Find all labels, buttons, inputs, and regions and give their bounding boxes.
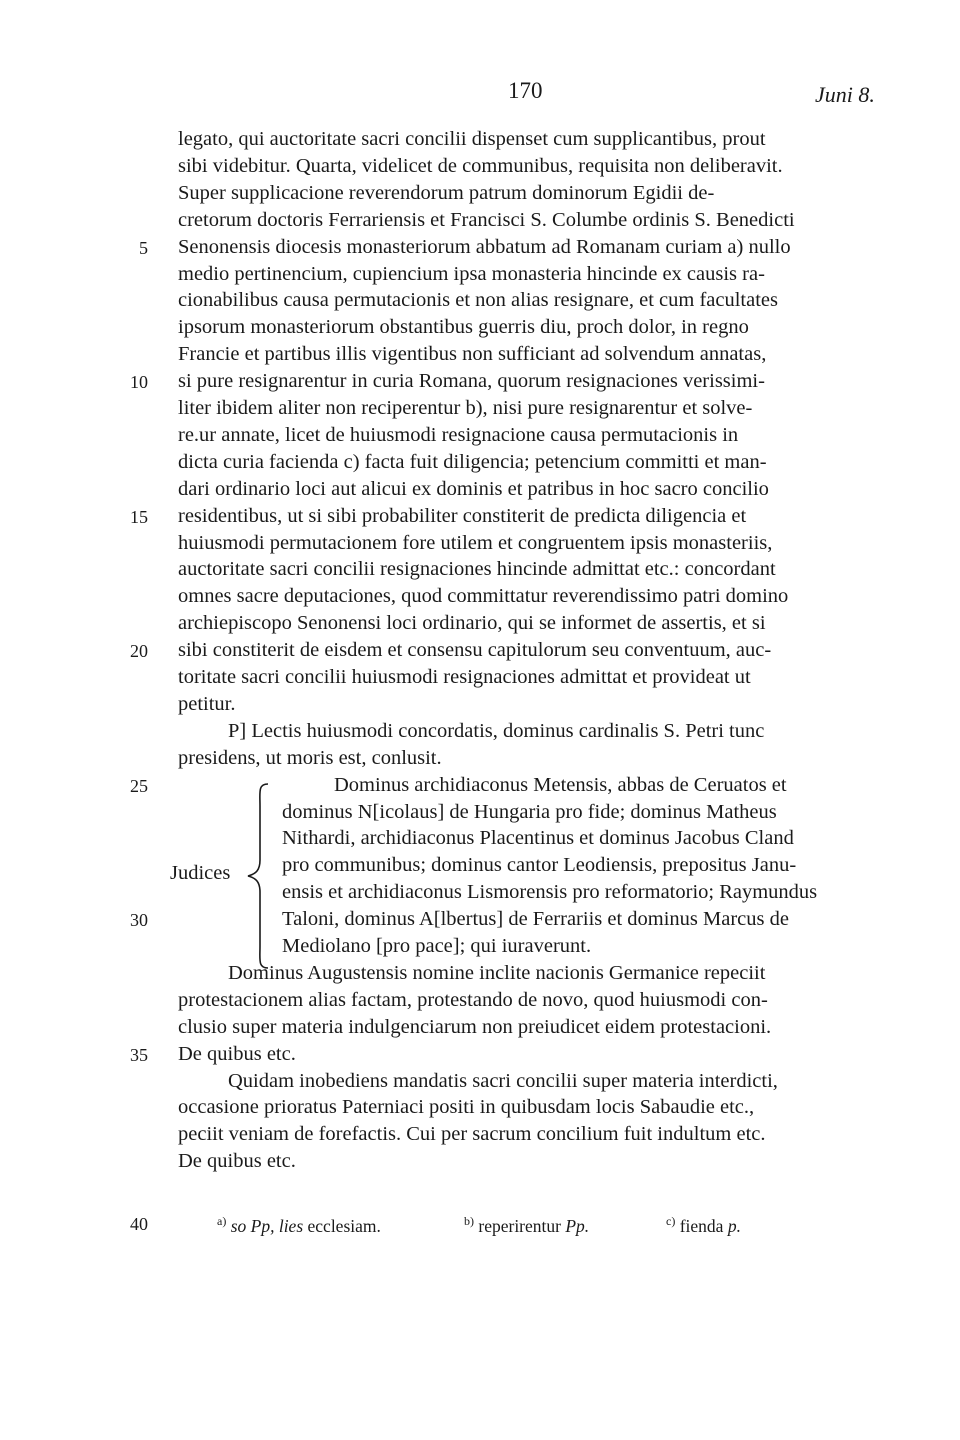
line-number: 35 <box>130 1044 148 1065</box>
footnote-text: reperirentur <box>478 1215 561 1236</box>
line-text: P] Lectis huiusmodi concordatis, dominus cardinalis S. Petri tunc <box>228 719 765 742</box>
line-text: cionabilibus causa permutacionis et non alias resignare, et cum facultates <box>178 289 778 312</box>
text-line <box>0 827 960 854</box>
footnote-text: fienda <box>679 1215 724 1236</box>
footnote-mark: a) <box>217 1214 227 1228</box>
line-text: occasione prioratus Paterniaci positi in quibusdam locis Sabaudie etc., <box>178 1096 755 1119</box>
footnote-c <box>666 1214 741 1237</box>
text-line <box>0 585 960 612</box>
line-text: presidens, ut moris est, conlusit. <box>178 746 442 769</box>
text-line <box>0 693 960 720</box>
text-line <box>0 505 960 532</box>
page-number: 170 <box>508 78 543 103</box>
line-text: auctoritate sacri concilii resignaciones hincinde admittat etc.: concordant <box>178 558 776 581</box>
curly-brace <box>244 782 274 970</box>
line-text: sibi videbitur. Quarta, videlicet de communibus, requisita non deliberavit. <box>178 154 783 177</box>
text-line <box>0 1016 960 1043</box>
judices-label: Judices <box>170 862 231 884</box>
text-line <box>0 451 960 478</box>
line-text: archiepiscopo Senonensi loci ordinario, qui se informet de assertis, et si <box>178 612 766 635</box>
line-number: 5 <box>139 237 148 258</box>
footnotes <box>0 1212 960 1242</box>
line-text: ipsorum monasteriorum obstantibus guerris diu, proch dolor, in regno <box>178 316 749 339</box>
line-number: 40 <box>130 1214 148 1234</box>
line-text: Senonensis diocesis monasteriorum abbatum ad Romanam curiam a) nullo <box>178 235 791 258</box>
line-text: pro communibus; dominus cantor Leodiensis, prepositus Janu- <box>282 854 797 877</box>
line-text: ensis et archidiaconus Lismorensis pro reformatorio; Raymundus <box>282 881 818 904</box>
line-text: re.ur annate, licet de huiusmodi resignacione causa permutacionis in <box>178 423 739 446</box>
line-number: 15 <box>130 506 148 527</box>
text-line <box>0 316 960 343</box>
footnote-text: p. <box>727 1215 741 1236</box>
text-line <box>0 881 960 908</box>
running-head: Juni 8. <box>815 82 875 107</box>
line-text: medio pertinencium, cupiencium ipsa monasteria hincinde ex causis ra- <box>178 262 765 285</box>
text-line <box>0 532 960 559</box>
line-text: dominus N[icolaus] de Hungaria pro fide; dominus Matheus <box>282 800 777 823</box>
text-line <box>0 666 960 693</box>
line-text: Taloni, dominus A[lbertus] de Ferrariis et dominus Marcus de <box>282 908 789 931</box>
text-line <box>0 1070 960 1097</box>
line-text: liter ibidem aliter non reciperentur b), nisi pure resignarentur et solve- <box>178 397 753 419</box>
line-text: residentibus, ut si sibi probabiliter constiterit de predicta diligencia et <box>178 504 747 527</box>
line-text: legato, qui auctoritate sacri concilii dispenset cum supplicantibus, prout <box>178 128 766 150</box>
text-line <box>0 1096 960 1123</box>
text-line <box>0 720 960 747</box>
text-line <box>0 370 960 397</box>
text-line <box>0 908 960 935</box>
line-text: Mediolano [pro pace]; qui iuraverunt. <box>282 935 592 957</box>
line-text: dari ordinario loci aut alicui ex dominis et patribus in hoc sacro concilio <box>178 477 769 500</box>
line-text: Quidam inobediens mandatis sacri concilii super materia interdicti, <box>228 1069 778 1092</box>
text-line <box>0 424 960 451</box>
text-line <box>0 801 960 828</box>
footnote-a <box>217 1214 381 1237</box>
line-text: protestacionem alias factam, protestando de novo, quod huiusmodi con- <box>178 988 768 1011</box>
line-text: Francie et partibus illis vigentibus non sufficiant ad solvendum annatas, <box>178 343 767 366</box>
line-text: clusio super materia indulgenciarum non preiudicet eidem protestacioni. <box>178 1015 772 1038</box>
text-line <box>0 1123 960 1150</box>
text-line <box>0 263 960 290</box>
footnote-text: Pp. <box>565 1215 590 1236</box>
line-text: Super supplicacione reverendorum patrum dominorum Egidii de- <box>178 181 715 204</box>
line-text: toritate sacri concilii huiusmodi resignaciones admittat et provideat ut <box>178 666 751 688</box>
line-number: 20 <box>130 641 148 662</box>
text-line <box>0 612 960 639</box>
text-line <box>0 854 960 881</box>
line-text: Nithardi, archidiaconus Placentinus et dominus Jacobus Cland <box>282 827 794 850</box>
line-text: petitur. <box>178 692 236 715</box>
line-text: si pure resignarentur in curia Romana, quorum resignaciones verissimi- <box>178 370 765 393</box>
text-line <box>0 343 960 370</box>
text-line <box>0 209 960 236</box>
text-line <box>0 935 960 962</box>
text-line <box>0 747 960 774</box>
text-line <box>0 989 960 1016</box>
line-number: 25 <box>130 775 148 796</box>
line-text: Dominus Augustensis nomine inclite nacionis Germanice repeciit <box>228 961 766 984</box>
line-text: Dominus archidiaconus Metensis, abbas de Ceruatos et <box>334 773 787 796</box>
text-line <box>0 1150 960 1177</box>
page-header <box>0 78 960 112</box>
text-line <box>0 236 960 263</box>
line-text: cretorum doctoris Ferrariensis et Francisci S. Columbe ordinis S. Benedicti <box>178 208 795 231</box>
line-text: peciit veniam de forefactis. Cui per sacrum concilium fuit indultum etc. <box>178 1123 766 1146</box>
line-text: sibi constiterit de eisdem et consensu capitulorum seu conventuum, auc- <box>178 639 772 662</box>
text-line <box>0 155 960 182</box>
text-line <box>0 1043 960 1070</box>
line-text: huiusmodi permutacionem fore utilem et congruentem ipsis monasteriis, <box>178 531 773 554</box>
line-text: omnes sacre deputaciones, quod committatur reverendissimo patri domino <box>178 585 789 608</box>
text-line <box>0 639 960 666</box>
text-line <box>0 289 960 316</box>
footnote-mark: b) <box>464 1214 474 1228</box>
text-line <box>0 558 960 585</box>
footnote-text: so Pp, lies <box>230 1215 304 1236</box>
text-line <box>0 128 960 155</box>
text-line <box>0 478 960 505</box>
footnote-text: ecclesiam. <box>307 1215 381 1236</box>
footnote-b <box>464 1214 589 1237</box>
text-line <box>0 182 960 209</box>
line-text: De quibus etc. <box>178 1042 296 1065</box>
line-text: dicta curia facienda c) facta fuit diligencia; petencium committi et man- <box>178 450 767 473</box>
text-line <box>0 962 960 989</box>
line-number: 10 <box>130 372 148 393</box>
line-text: De quibus etc. <box>178 1150 296 1173</box>
line-number: 30 <box>130 910 148 931</box>
text-line <box>0 397 960 424</box>
footnote-mark: c) <box>666 1214 676 1228</box>
text-line <box>0 774 960 801</box>
